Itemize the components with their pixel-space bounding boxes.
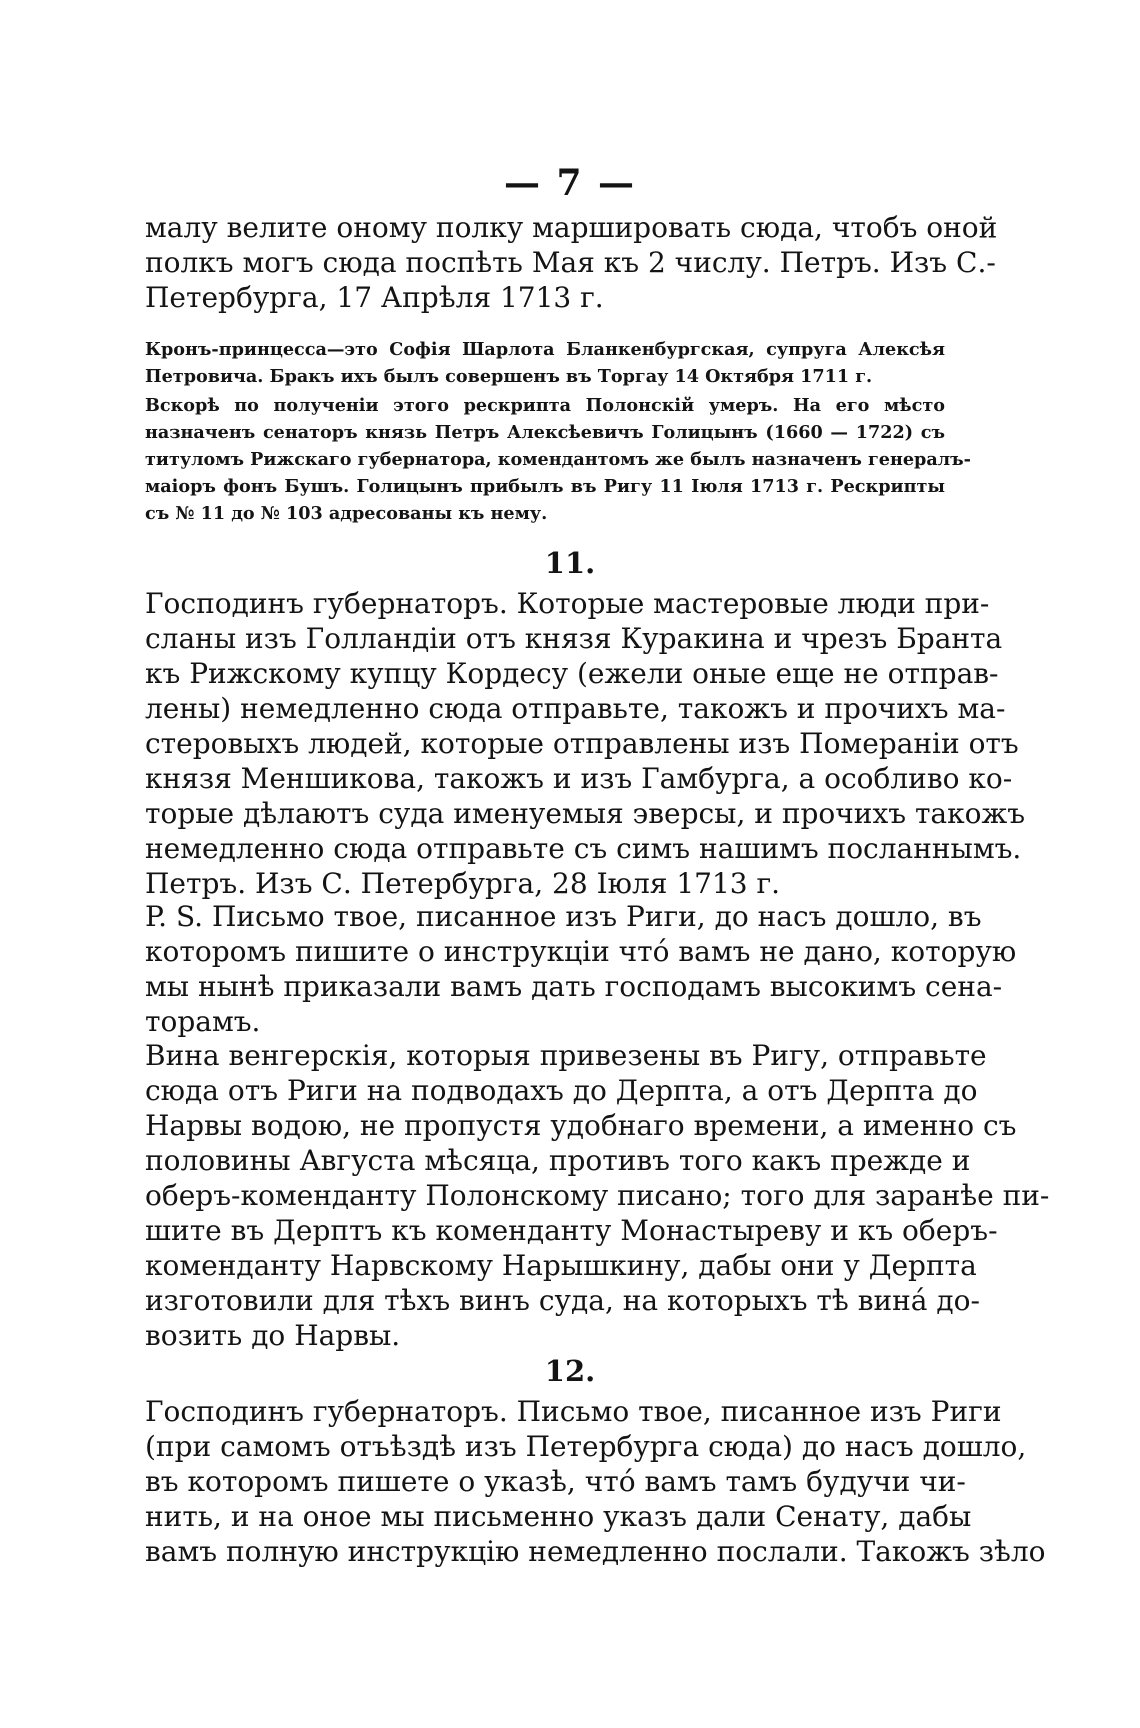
text-line: оберъ-коменданту Полонскому писано; того для заранѣе пи- bbox=[145, 1179, 1050, 1212]
footnote-line: Вскорѣ по полученіи этого рескрипта Полонскій умеръ. На его мѣсто bbox=[145, 395, 945, 416]
text-line: шите въ Дерптъ къ коменданту Монастыреву и къ оберъ- bbox=[145, 1214, 998, 1247]
text-line: стеровыхъ людей, которые отправлены изъ Помераніи отъ bbox=[145, 727, 1019, 760]
text-line: нить, и на оное мы письменно указъ дали Сенату, дабы bbox=[145, 1500, 972, 1533]
text-line: Господинъ губернаторъ. Которые мастеровые люди при- bbox=[145, 587, 990, 620]
text-line: къ Рижскому купцу Кордесу (ежели оные еще не отправ- bbox=[145, 657, 999, 690]
footnote-line: титуломъ Рижскаго губернатора, комендантомъ же былъ назначенъ генералъ- bbox=[145, 449, 971, 470]
text-line: возить до Нарвы. bbox=[145, 1319, 401, 1352]
text-line: (при самомъ отъѣздѣ изъ Петербурга сюда) до насъ дошло, bbox=[145, 1430, 1027, 1463]
text-line: немедленно сюда отправьте съ симъ нашимъ посланнымъ. bbox=[145, 832, 1022, 865]
footnote-line: назначенъ сенаторъ князь Петръ Алексѣевичъ Голицынъ (1660 — 1722) съ bbox=[145, 422, 945, 443]
text-line: P. S. Письмо твое, писанное изъ Риги, до насъ дошло, въ bbox=[145, 900, 982, 933]
footnote-1 bbox=[145, 336, 945, 390]
text-line: Вина венгерскія, которыя привезены въ Ригу, отправьте bbox=[145, 1039, 987, 1072]
top-paragraph bbox=[145, 210, 998, 315]
text-line: коменданту Нарвскому Нарышкину, дабы они у Дерпта bbox=[145, 1249, 977, 1282]
text-line: мы нынѣ приказали вамъ дать господамъ высокимъ сена- bbox=[145, 970, 1003, 1003]
text-line: Петербурга, 17 Апрѣля 1713 г. bbox=[145, 281, 604, 314]
text-line: которомъ пишите о инструкціи что́ вамъ не дано, которую bbox=[145, 935, 1017, 968]
section-number: 12. bbox=[544, 1354, 596, 1388]
text-line: сюда отъ Риги на подводахъ до Дерпта, а отъ Дерпта до bbox=[145, 1074, 978, 1107]
section-number-12 bbox=[0, 1354, 1140, 1388]
footnote-line: маіоръ фонъ Бушъ. Голицынъ прибылъ въ Ригу 11 Іюля 1713 г. Рескрипты bbox=[145, 476, 945, 497]
page-number: — 7 — bbox=[503, 162, 637, 204]
text-line: сланы изъ Голландіи отъ князя Куракина и чрезъ Бранта bbox=[145, 622, 1003, 655]
section-number-11 bbox=[0, 546, 1140, 580]
text-line: половины Августа мѣсяца, противъ того какъ прежде и bbox=[145, 1144, 971, 1177]
text-line: князя Меншикова, такожъ и изъ Гамбурга, а особливо ко- bbox=[145, 762, 1013, 795]
text-line: Петръ. Изъ С. Петербурга, 28 Іюля 1713 г. bbox=[145, 867, 781, 900]
text-line: торамъ. bbox=[145, 1005, 261, 1038]
section-11-paragraph-2 bbox=[145, 899, 1017, 1039]
section-11-paragraph-1 bbox=[145, 586, 1026, 901]
text-line: вамъ полную инструкцію немедленно послали. Такожъ зѣло bbox=[145, 1535, 1046, 1568]
section-11-paragraph-3 bbox=[145, 1038, 1050, 1353]
text-line: лены) немедленно сюда отправьте, такожъ и прочихъ ма- bbox=[145, 692, 1006, 725]
footnote-line: съ № 11 до № 103 адресованы къ нему. bbox=[145, 503, 548, 524]
section-number: 11. bbox=[544, 546, 596, 580]
text-line: малу велите оному полку маршировать сюда, чтобъ оной bbox=[145, 211, 998, 244]
text-line: Нарвы водою, не пропустя удобнаго времени, а именно съ bbox=[145, 1109, 1017, 1142]
footnote-line: Петровича. Бракъ ихъ былъ совершенъ въ Торгау 14 Октября 1711 г. bbox=[145, 366, 873, 387]
footnote-2 bbox=[145, 392, 971, 527]
text-line: Господинъ губернаторъ. Письмо твое, писанное изъ Риги bbox=[145, 1395, 1002, 1428]
text-line: изготовили для тѣхъ винъ суда, на которыхъ тѣ вина́ до- bbox=[145, 1284, 980, 1317]
text-line: въ которомъ пишете о указѣ, что́ вамъ тамъ будучи чи- bbox=[145, 1465, 966, 1498]
footnote-line: Кронъ-принцесса—это Софія Шарлота Бланкенбургская, супруга Алексѣя bbox=[145, 339, 945, 360]
text-line: полкъ могъ сюда поспѣть Мая къ 2 числу. Петръ. Изъ С.- bbox=[145, 246, 996, 279]
section-12-paragraph-1 bbox=[145, 1394, 1046, 1569]
text-line: торые дѣлаютъ суда именуемыя эверсы, и прочихъ такожъ bbox=[145, 797, 1026, 830]
